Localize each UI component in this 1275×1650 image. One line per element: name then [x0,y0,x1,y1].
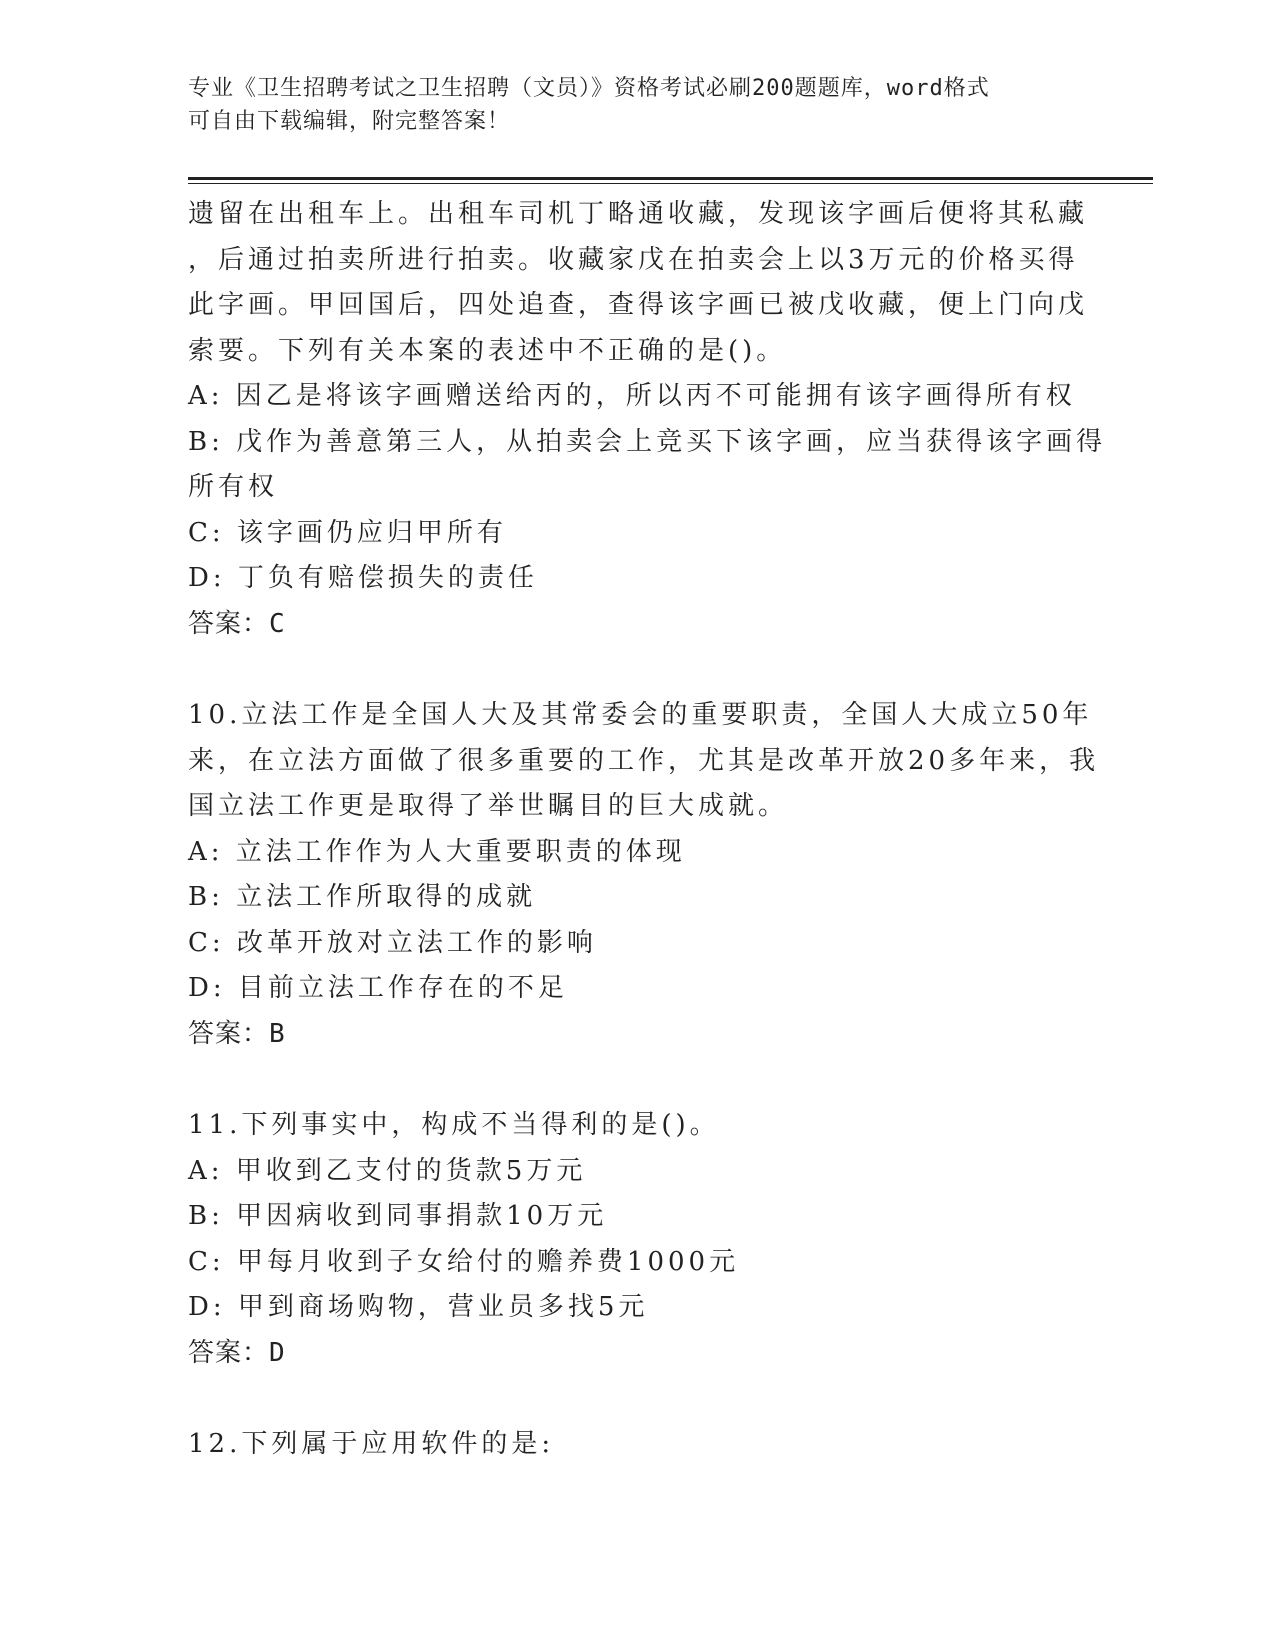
option-b-continued: 所有权 [188,472,279,502]
option-a: A: 因乙是将该字画赠送给丙的，所以丙不可能拥有该字画得所有权 [188,381,1076,411]
question-text-line: ，后通过拍卖所进行拍卖。收藏家戊在拍卖会上以3万元的价格买得 [188,244,1079,275]
option-c: C: 改革开放对立法工作的影响 [188,927,597,958]
question-12 [188,1422,1108,1468]
option-b: B: 甲因病收到同事捐款10万元 [188,1201,608,1231]
question-10 [188,693,1108,1057]
question-9 [188,192,1108,647]
option-d: D: 丁负有赔偿损失的责任 [188,563,538,593]
option-c: C: 甲每月收到子女给付的赡养费1000元 [188,1246,740,1277]
answer-label: 答案：C [188,608,286,639]
answer-label: 答案：B [188,1018,286,1049]
document-header [188,72,1088,138]
option-d: D: 甲到商场购物，营业员多找5元 [188,1292,649,1322]
option-a: A: 立法工作作为人大重要职责的体现 [188,836,686,867]
header-divider-thin [188,183,1153,184]
spacer [188,647,1108,693]
question-text-line: 此字画。甲回国后，四处追查，查得该字画已被戊收藏，便上门向戊 [188,290,1089,320]
document-body [188,192,1108,1468]
header-title-line-2: 可自由下载编辑，附完整答案！ [188,109,511,134]
option-b: B: 立法工作所取得的成就 [188,882,537,912]
option-a: A: 甲收到乙支付的货款5万元 [188,1155,587,1186]
option-c: C: 该字画仍应归甲所有 [188,517,507,548]
option-b: B: 戊作为善意第三人，从拍卖会上竞买下该字画，应当获得该字画得 [188,426,1107,457]
question-text-line: 11.下列事实中，构成不当得利的是()。 [188,1110,720,1140]
answer-label: 答案：D [188,1337,286,1368]
header-divider-thick [188,177,1153,180]
question-text-line: 12.下列属于应用软件的是: [188,1429,555,1459]
spacer [188,1057,1108,1103]
question-text-line: 遗留在出租车上。出租车司机丁略通收藏，发现该字画后便将其私藏 [188,199,1089,229]
question-text-line: 国立法工作更是取得了举世瞩目的巨大成就。 [188,791,789,821]
question-text-line: 10.立法工作是全国人大及其常委会的重要职责，全国人大成立50年 [188,700,1093,730]
option-d: D: 目前立法工作存在的不足 [188,973,568,1003]
header-title-line-1: 专业《卫生招聘考试之卫生招聘（文员）》资格考试必刷200题题库，word格式 [188,76,990,101]
question-text-line: 索要。下列有关本案的表述中不正确的是()。 [188,335,787,366]
question-text-line: 来，在立法方面做了很多重要的工作，尤其是改革开放20多年来，我 [188,745,1100,776]
spacer [188,1376,1108,1422]
question-11 [188,1103,1108,1376]
